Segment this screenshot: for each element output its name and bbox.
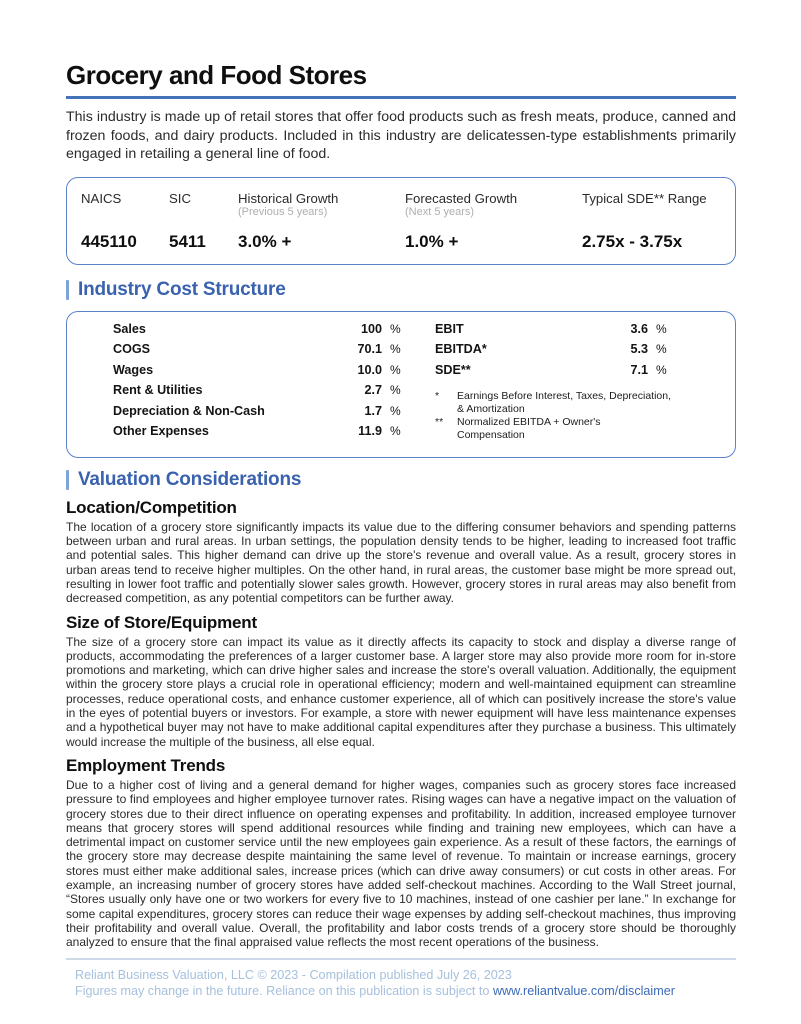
summary-col-forecasted-growth xyxy=(405,191,582,251)
summary-value: 2.75x - 3.75x xyxy=(582,231,683,251)
cost-value: 2.7 xyxy=(364,383,382,398)
footer-copyright: Reliant Business Valuation, LLC © 2023 - Compilation published July 26, 2023 xyxy=(75,967,512,982)
summary-label: Typical SDE** Range xyxy=(582,190,707,206)
subsection-title: Size of Store/Equipment xyxy=(66,612,257,632)
cost-right-column xyxy=(435,322,735,445)
summary-label: Historical Growth xyxy=(238,190,339,206)
summary-col-sic xyxy=(169,191,238,251)
subsection-body: Due to a higher cost of living and a general demand for higher wages, companies such as grocery stores face increased pressure to find employees and higher employee turnover rates. Rising wages can have a negative impact on the valuation of grocery stores due to their direct influence on operating expenses and profitability. In addition, increased employee turnover means that grocery stores will spend additional resources while finding and training new employees, which can have a detrimental impact on customer service until the new employees gain experience. As a result of these factors, the earnings of the grocery store may decrease despite maintaining the same level of revenue. To maintain or increase earnings, grocery stores must either make additional sales, increase prices (which can drive away consumers) or cut costs in other areas. For example, an increasing number of grocery stores have added self-checkout machines. According to the Wall Street journal, “Stores usually only have one or two workers for every five to 10 machines, instead of one cashier per lane.” In exchange for some capital expenditures, grocery stores can reduce their wage expenses by adding self-checkout machines, thus improving their profitability and overall value. Overall, the profitability and labor costs trends of a grocery store should be thoroughly analyzed to ensure that the final appraised value reflects the most recent operations of the business. xyxy=(66,777,736,950)
cost-label: COGS xyxy=(113,342,151,357)
section-heading-cost-structure xyxy=(66,279,736,301)
heading-accent-bar xyxy=(66,470,69,490)
cost-label: EBITDA* xyxy=(435,342,487,357)
cost-row xyxy=(113,383,405,404)
summary-col-naics xyxy=(81,191,169,251)
summary-col-historical-growth xyxy=(238,191,405,251)
disclaimer-link[interactable]: www.reliantvalue.com/disclaimer xyxy=(492,984,675,998)
valuation-section-size xyxy=(66,613,736,749)
cost-value: 100 xyxy=(360,321,382,336)
cost-unit: % xyxy=(390,321,401,336)
footnote xyxy=(435,416,671,442)
summary-label: Forecasted Growth xyxy=(405,190,518,206)
cost-value: 1.7 xyxy=(364,403,382,418)
cost-row xyxy=(435,342,671,363)
cost-label: Depreciation & Non-Cash xyxy=(113,403,265,418)
cost-label: Rent & Utilities xyxy=(113,383,203,398)
cost-row xyxy=(113,322,405,343)
cost-value: 10.0 xyxy=(357,362,382,377)
summary-sublabel xyxy=(81,206,169,219)
summary-value: 445110 xyxy=(81,231,137,251)
cost-value: 11.9 xyxy=(358,424,382,439)
footer-disclaimer xyxy=(75,983,736,1000)
summary-col-sde-range xyxy=(582,191,725,251)
summary-sublabel xyxy=(582,206,725,219)
summary-value: 5411 xyxy=(169,231,206,251)
cost-value: 70.1 xyxy=(357,342,382,357)
footnote-text: Normalized EBITDA + Owner's Compensation xyxy=(457,415,601,441)
cost-structure-box xyxy=(66,311,736,458)
footnote-marker: ** xyxy=(435,415,444,428)
subsection-title: Employment Trends xyxy=(66,755,226,775)
cost-row xyxy=(113,404,405,425)
summary-value: 1.0% + xyxy=(405,231,459,251)
cost-label: Other Expenses xyxy=(113,424,209,439)
title-divider xyxy=(66,96,736,99)
cost-row xyxy=(113,424,405,445)
summary-sublabel: (Previous 5 years) xyxy=(238,205,328,218)
cost-unit: % xyxy=(390,342,401,357)
cost-unit: % xyxy=(656,342,667,357)
cost-row xyxy=(435,363,671,384)
summary-label: NAICS xyxy=(81,190,122,206)
section-heading-text: Industry Cost Structure xyxy=(78,278,286,300)
cost-unit: % xyxy=(390,424,401,439)
cost-row xyxy=(113,342,405,363)
valuation-section-employment xyxy=(66,756,736,950)
valuation-section-location xyxy=(66,498,736,606)
footer-disclaimer-text: Figures may change in the future. Reliance on this publication is subject to xyxy=(75,984,493,998)
subsection-body: The size of a grocery store can impact its value as it directly affects its capacity to stock and display a diverse range of products, accommodating the preferences of a larger customer base. A larger store may also provide more room for in-store promotions and marketing, which can drive higher sales and increase the store's overall valuation. Additionally, the equipment within the grocery store plays a crucial role in operational efficiency; modern and well-maintained equipment can streamline processes, reduce operational costs, and enhance customer experience, all of which can positively increase the store's value in the eyes of potential buyers or investors. For example, a store with newer equipment will have less maintenance expenses and a hypothetical buyer may not have to make additional capital expenditures after they purchase a business. This ultimately would increase the multiple of the business, all else equal. xyxy=(66,634,736,749)
section-heading-valuation xyxy=(66,469,736,491)
cost-label: Sales xyxy=(113,321,146,336)
cost-unit: % xyxy=(656,321,667,336)
section-heading-text: Valuation Considerations xyxy=(78,468,302,490)
cost-row xyxy=(435,322,671,343)
summary-sublabel xyxy=(169,206,238,219)
footnote-text: Earnings Before Interest, Taxes, Depreciation, & Amortization xyxy=(457,390,672,416)
cost-value: 3.6 xyxy=(630,321,648,336)
footnote xyxy=(435,390,671,416)
industry-description: This industry is made up of retail stores that offer food products such as fresh meats, produce, canned and frozen foods, and dairy products. Included in this industry are delicatessen-type establishments primarily engaged in retailing a general line of food. xyxy=(66,109,736,163)
cost-label: Wages xyxy=(113,362,154,377)
heading-accent-bar xyxy=(66,280,69,300)
cost-label: EBIT xyxy=(435,321,464,336)
cost-row xyxy=(113,363,405,384)
summary-sublabel: (Next 5 years) xyxy=(405,205,475,218)
page-title: Grocery and Food Stores xyxy=(66,60,367,90)
cost-value: 5.3 xyxy=(630,342,648,357)
cost-unit: % xyxy=(656,362,667,377)
summary-label: SIC xyxy=(169,190,191,206)
cost-footnotes xyxy=(435,390,671,441)
industry-summary-box xyxy=(66,177,736,265)
page-footer xyxy=(66,958,736,1000)
footnote-marker: * xyxy=(435,390,440,403)
cost-label: SDE** xyxy=(435,362,471,377)
cost-unit: % xyxy=(390,362,401,377)
summary-value: 3.0% + xyxy=(238,231,292,251)
subsection-title: Location/Competition xyxy=(66,497,237,517)
cost-left-column xyxy=(113,322,405,445)
cost-value: 7.1 xyxy=(630,362,648,377)
subsection-body: The location of a grocery store significantly impacts its value due to the differing consumer behaviors and spending patterns between urban and rural areas. In urban settings, the population density tends to be higher, leading to increased foot traffic and potential sales. This higher demand can drive up the store's revenue and overall value. As a result, grocery stores in urban areas tend to receive higher multiples. On the other hand, in rural areas, the customer base might be more spread out, resulting in lower foot traffic and potentially slower sales growth. However, grocery stores in rural areas may also benefit from decreased competition, as any potential competitors can be further away. xyxy=(66,519,736,606)
cost-unit: % xyxy=(390,383,401,398)
cost-unit: % xyxy=(390,403,401,418)
